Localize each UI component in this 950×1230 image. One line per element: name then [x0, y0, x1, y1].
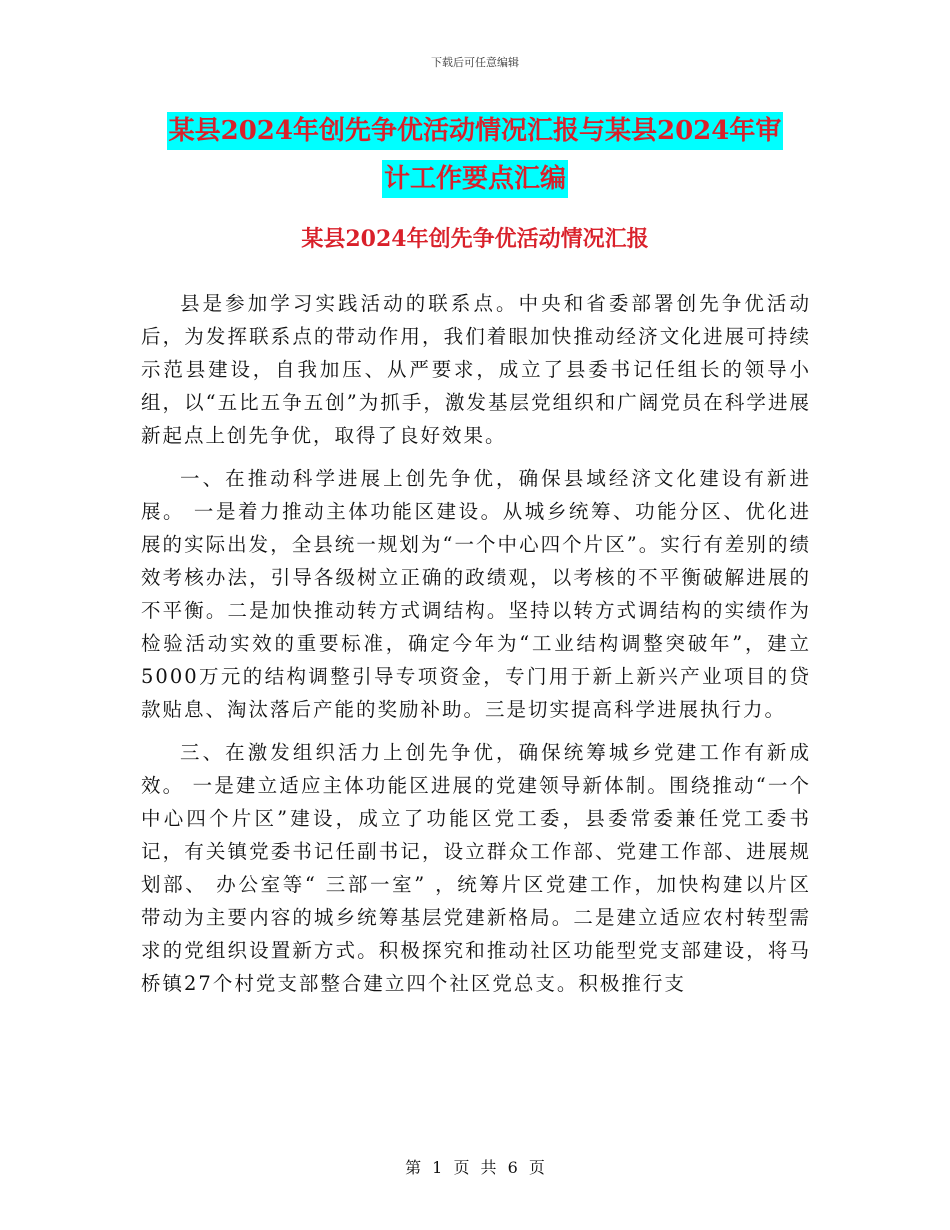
section-title: 某县2024年创先争优活动情况汇报 — [301, 226, 649, 252]
document-title — [150, 107, 800, 203]
header-note: 下载后可任意编辑 — [431, 56, 519, 69]
document-title-line1: 某县2024年创先争优活动情况汇报与某县2024年审 — [167, 112, 784, 150]
paragraph-intro: 县是参加学习实践活动的联系点。中央和省委部署创先争优活动后，为发挥联系点的带动作用，我们着眼加快推动经济文化进展可持续示范县建设，自我加压、从严要求，成立了县委书记任组长的领导小组，以“五比五争五创”为抓手，激发基层党组织和广阔党员在科学进展新起点上创先争优，取得了良好效果。 — [141, 292, 811, 447]
document-title-line2: 计工作要点汇编 — [382, 160, 568, 198]
body-text — [141, 287, 811, 1010]
paragraph-section-3: 三、在激发组织活力上创先争优，确保统筹城乡党建工作有新成效。 一是建立适应主体功能区进展的党建领导新体制。围绕推动“一个中心四个片区”建设，成立了功能区党工委，县委常委兼任党工委书记，有关镇党委书记任副书记，设立群众工作部、党建工作部、进展规划部、 办公室等“ 三部一室” ，统筹片区党建工作，加快构建以片区带动为主要内容的城乡统筹基层党建新格局。二是建立适应农村转型需求的党组织设置新方式。积极探究和推动社区功能型党支部建设，将马桥镇27个村党支部整合建立四个社区党总支。积极推行支 — [141, 741, 811, 995]
paragraph-section-1: 一、在推动科学进展上创先争优，确保县域经济文化建设有新进展。 一是着力推动主体功能区建设。从城乡统筹、功能分区、优化进展的实际出发，全县统一规划为“一个中心四个片区”。实行有差别的绩效考核办法，引导各级树立正确的政绩观，以考核的不平衡破解进展的不平衡。二是加快推动转方式调结构。坚持以转方式调结构的实绩作为检验活动实效的重要标准，确定今年为“工业结构调整突破年”，建立 5000万元的结构调整引导专项资金，专门用于新上新兴产业项目的贷款贴息、淘汰落后产能的奖励补助。三是切实提高科学进展执行力。 — [141, 467, 811, 721]
page-footer: 第 1 页 共 6 页 — [405, 1158, 545, 1177]
